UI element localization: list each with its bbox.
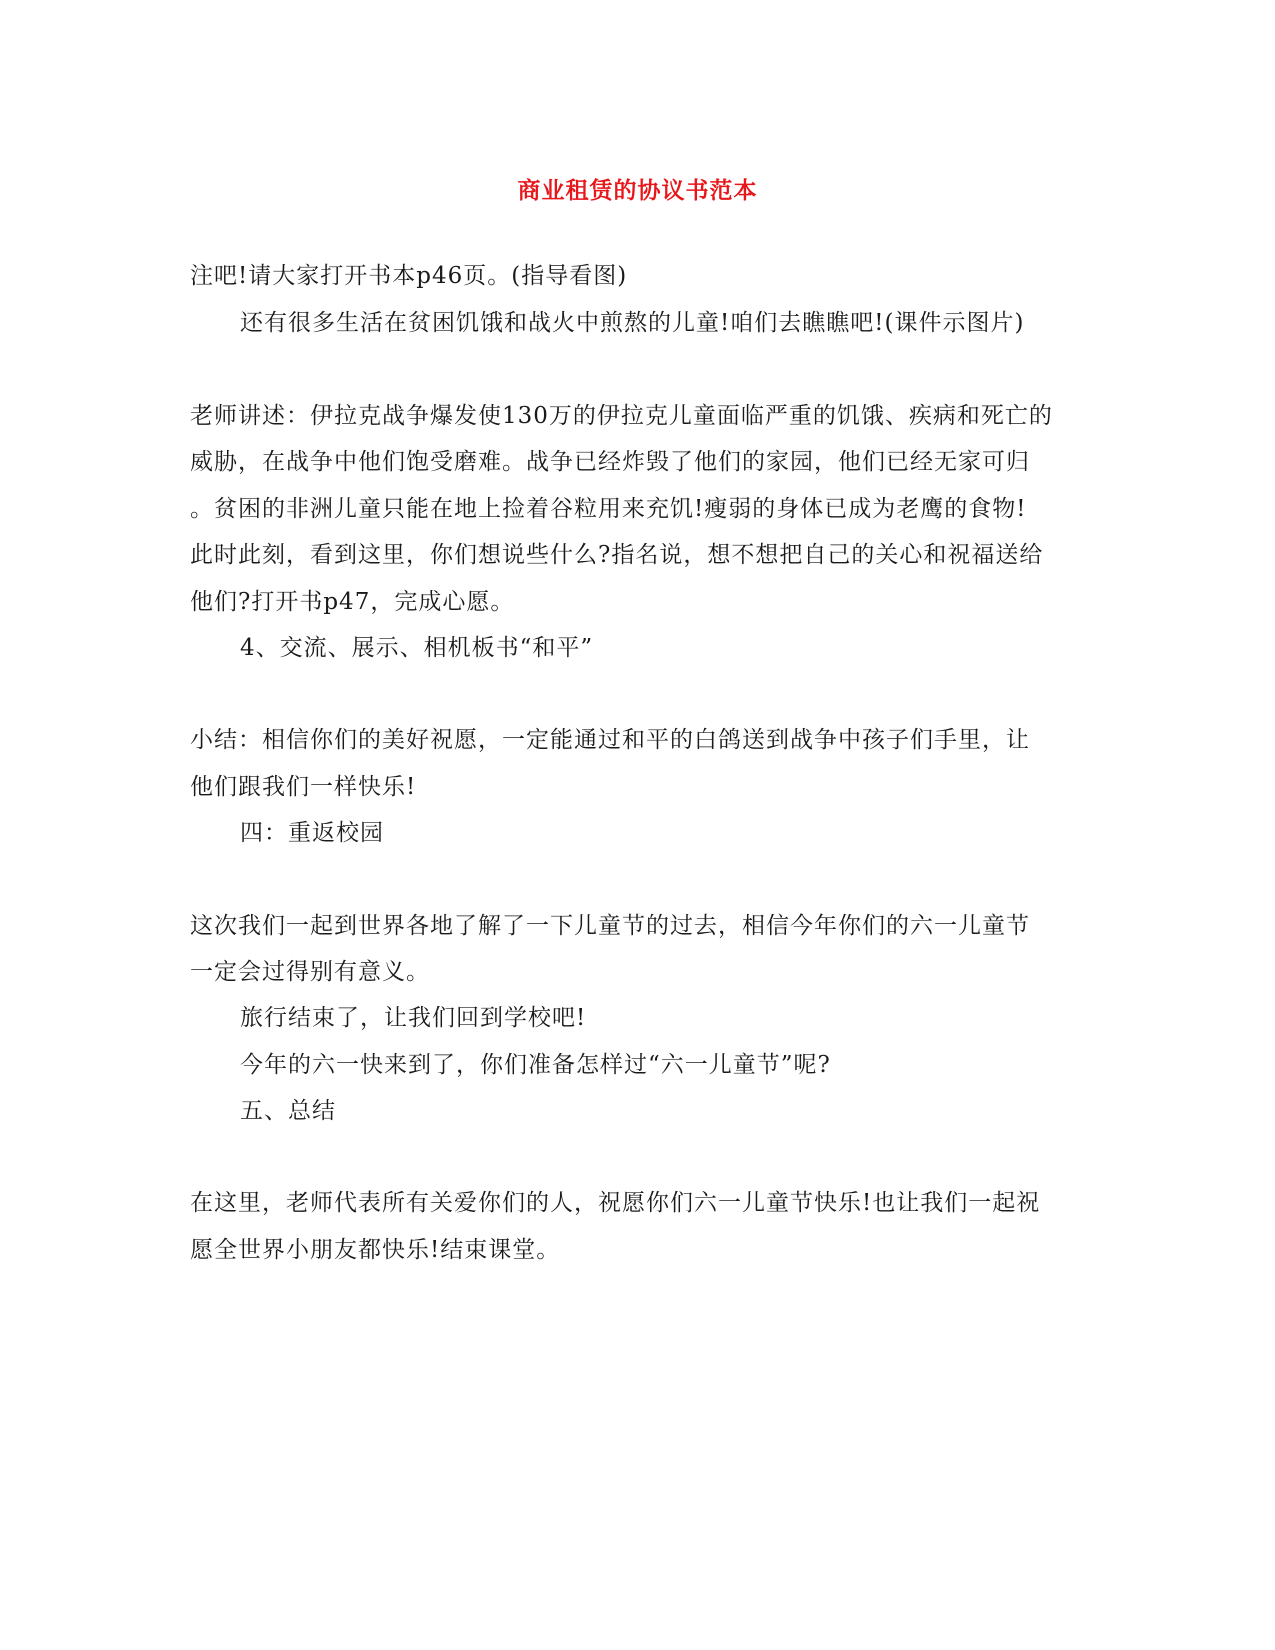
document-title: 商业租赁的协议书范本: [517, 177, 758, 204]
paragraph-line: 。贫困的非洲儿童只能在地上捡着谷粒用来充饥!瘦弱的身体已成为老鹰的食物!: [190, 496, 1027, 522]
paragraph-line: 在这里，老师代表所有关爱你们的人，祝愿你们六一儿童节快乐!也让我们一起祝: [190, 1190, 1041, 1216]
paragraph-line: 4、交流、展示、相机板书“和平”: [240, 635, 594, 661]
paragraph-line: 旅行结束了，让我们回到学校吧!: [240, 1005, 587, 1031]
paragraph-line: 老师讲述：伊拉克战争爆发使130万的伊拉克儿童面临严重的饥饿、疾病和死亡的: [190, 403, 1053, 429]
paragraph-line: 一定会过得别有意义。: [190, 959, 430, 985]
paragraph-line: 五、总结: [240, 1098, 336, 1124]
paragraph-line: 四：重返校园: [240, 820, 384, 846]
paragraph-line: 愿全世界小朋友都快乐!结束课堂。: [190, 1237, 561, 1263]
paragraph-line: 今年的六一快来到了，你们准备怎样过“六一儿童节”呢?: [240, 1052, 831, 1078]
paragraph-line: 注吧!请大家打开书本p46页。(指导看图): [190, 263, 628, 289]
paragraph-line: 小结：相信你们的美好祝愿，一定能通过和平的白鸽送到战争中孩子们手里，让: [190, 727, 1030, 753]
paragraph-line: 还有很多生活在贫困饥饿和战火中煎熬的儿童!咱们去瞧瞧吧!(课件示图片): [240, 310, 1025, 336]
paragraph-line: 此时此刻，看到这里，你们想说些什么?指名说，想不想把自己的关心和祝福送给: [190, 542, 1044, 568]
paragraph-line: 他们?打开书p47，完成心愿。: [190, 589, 515, 615]
paragraph-line: 这次我们一起到世界各地了解了一下儿童节的过去，相信今年你们的六一儿童节: [190, 913, 1030, 939]
paragraph-line: 威胁，在战争中他们饱受磨难。战争已经炸毁了他们的家园，他们已经无家可归: [190, 449, 1030, 475]
paragraph-line: 他们跟我们一样快乐!: [190, 774, 417, 800]
